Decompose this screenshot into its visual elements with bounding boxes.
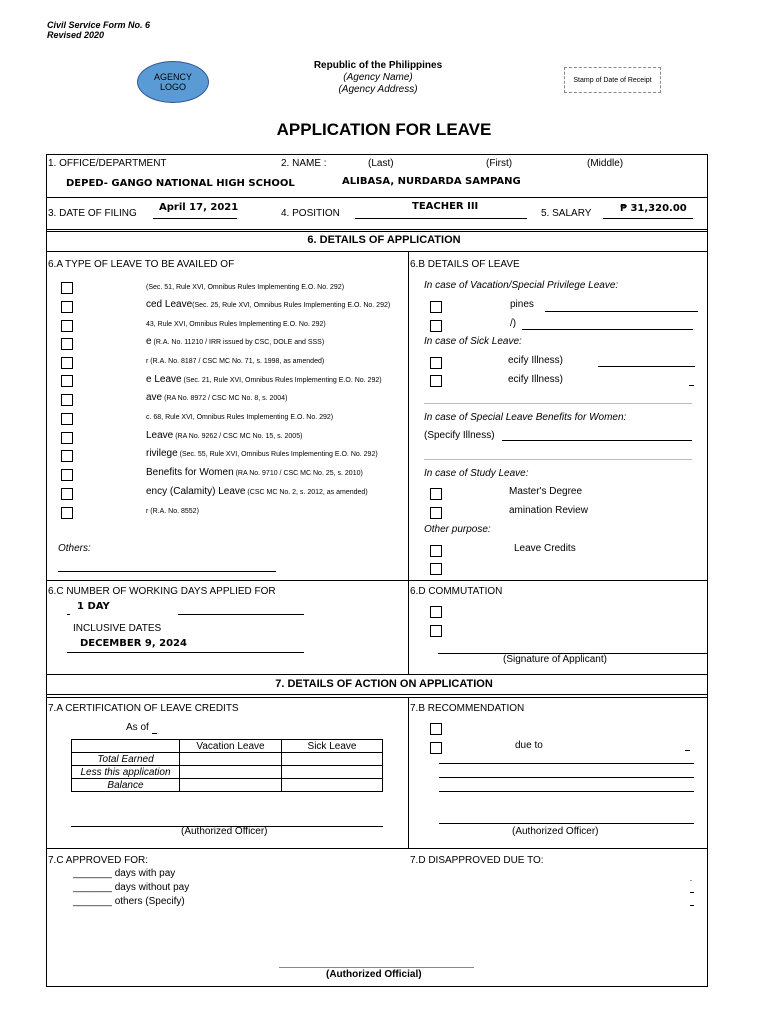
first-name-label: (First) bbox=[486, 158, 513, 169]
leave-type-ref: r (R.A. No. 8552) bbox=[146, 508, 199, 515]
office-label: 1. OFFICE/DEPARTMENT bbox=[48, 158, 167, 169]
agency-name: (Agency Name) bbox=[343, 72, 413, 83]
leave-type-checkbox-13[interactable] bbox=[61, 507, 73, 519]
commutation-header: 6.D COMMUTATION bbox=[410, 586, 503, 597]
vacation-heading: In case of Vacation/Special Privilege Leave: bbox=[424, 280, 619, 291]
leave-type-label: ave bbox=[146, 392, 163, 403]
disapproved-mark-2 bbox=[690, 892, 694, 893]
border-bottom bbox=[46, 986, 708, 987]
sick-item-2: ecify Illness) bbox=[508, 374, 564, 385]
leave-type-item-3 bbox=[146, 318, 326, 329]
divider-6c bbox=[46, 580, 708, 581]
disapproved-mark-3 bbox=[690, 905, 694, 906]
leave-type-ref: c. 68, Rule XVI, Omnibus Rules Implementing E.O. No. 292) bbox=[146, 414, 334, 421]
table-header-row bbox=[72, 740, 383, 753]
women-checkbox[interactable] bbox=[430, 431, 442, 443]
agency-logo-line1: AGENCY bbox=[153, 72, 192, 82]
inclusive-line bbox=[67, 652, 304, 653]
other-purpose-item-1: Leave Credits bbox=[514, 543, 576, 554]
position-label: 4. POSITION bbox=[281, 208, 340, 219]
recommendation-due-to: due to bbox=[515, 740, 543, 751]
leave-type-ref: (CSC MC No. 2, s. 2012, as amended) bbox=[245, 489, 368, 496]
leave-type-item-7 bbox=[146, 392, 287, 403]
leave-type-ref: (Sec. 25, Rule XVI, Omnibus Rules Implementing E.O. No. 292) bbox=[192, 302, 391, 309]
leave-type-item-5 bbox=[146, 355, 324, 366]
study-checkbox-2[interactable] bbox=[430, 507, 442, 519]
leave-type-checkbox-6[interactable] bbox=[61, 375, 73, 387]
leave-type-ref: (Sec. 21, Rule XVI, Omnibus Rules Implementing E.O. No. 292) bbox=[181, 377, 382, 384]
table-row bbox=[72, 753, 383, 766]
women-item: (Specify Illness) bbox=[424, 430, 495, 441]
leave-type-label: ency (Calamity) Leave bbox=[146, 486, 246, 497]
leave-type-label: e Leave bbox=[146, 374, 182, 385]
sick-line-2 bbox=[689, 385, 694, 386]
table-row-label: Balance bbox=[72, 779, 180, 792]
border-left bbox=[46, 154, 47, 987]
leave-type-checkbox-4[interactable] bbox=[61, 338, 73, 350]
form-number bbox=[47, 20, 150, 40]
table-cell[interactable] bbox=[282, 766, 383, 779]
leave-type-ref: (RA No. 8972 / CSC MC No. 8, s. 2004) bbox=[162, 395, 288, 402]
women-line-1 bbox=[502, 440, 692, 441]
table-row-label: Total Earned bbox=[72, 753, 180, 766]
divider-7-bottom bbox=[46, 694, 708, 695]
agency-address: (Agency Address) bbox=[338, 84, 418, 95]
official-line bbox=[279, 967, 474, 968]
section6-header: 6. DETAILS OF APPLICATION bbox=[307, 234, 461, 246]
leave-type-checkbox-9[interactable] bbox=[61, 432, 73, 444]
rec-line-2 bbox=[439, 777, 694, 778]
divider-6-bottom bbox=[46, 251, 708, 252]
commutation-checkbox-1[interactable] bbox=[430, 606, 442, 618]
date-filing-line bbox=[153, 218, 237, 219]
form-number-line1: Civil Service Form No. 6 bbox=[47, 20, 151, 30]
vacation-line-2 bbox=[522, 329, 693, 330]
section7-header: 7. DETAILS OF ACTION ON APPLICATION bbox=[275, 678, 493, 690]
sick-heading: In case of Sick Leave: bbox=[424, 336, 522, 347]
divider-row1 bbox=[46, 197, 708, 198]
as-of-label: As of bbox=[126, 722, 149, 733]
leave-type-item-13 bbox=[146, 505, 199, 516]
leave-type-ref: (Sec. 55, Rule XVI, Omnibus Rules Implementing E.O. No. 292) bbox=[177, 451, 378, 458]
sick-checkbox-1[interactable] bbox=[430, 357, 442, 369]
leave-type-checkbox-1[interactable] bbox=[61, 282, 73, 294]
recommendation-checkbox-1[interactable] bbox=[430, 723, 442, 735]
table-header-cell: Sick Leave bbox=[282, 740, 383, 753]
leave-type-label: ced Leave bbox=[146, 299, 193, 310]
vacation-checkbox-1[interactable] bbox=[430, 301, 442, 313]
leave-type-checkbox-12[interactable] bbox=[61, 488, 73, 500]
other-purpose-checkbox-1[interactable] bbox=[430, 545, 442, 557]
position-line bbox=[355, 218, 527, 219]
leave-type-checkbox-5[interactable] bbox=[61, 357, 73, 369]
as-of-line bbox=[152, 733, 157, 734]
leave-type-item-12 bbox=[146, 486, 368, 497]
border-top bbox=[46, 154, 708, 155]
border-right bbox=[707, 154, 708, 987]
republic-label: Republic of the Philippines bbox=[313, 60, 443, 71]
commutation-checkbox-2[interactable] bbox=[430, 625, 442, 637]
date-filing-value[interactable]: April 17, 2021 bbox=[159, 202, 239, 213]
table-cell[interactable] bbox=[180, 766, 282, 779]
disapproved-header: 7.D DISAPPROVED DUE TO: bbox=[410, 855, 544, 866]
table-header-cell: Vacation Leave bbox=[180, 740, 282, 753]
salary-line bbox=[603, 218, 693, 219]
leave-type-item-2 bbox=[146, 299, 390, 310]
table-cell[interactable] bbox=[282, 779, 383, 792]
leave-type-item-10 bbox=[146, 448, 378, 459]
approved-header: 7.C APPROVED FOR: bbox=[48, 855, 149, 866]
officer-line-right bbox=[439, 823, 694, 824]
leave-type-checkbox-8[interactable] bbox=[61, 413, 73, 425]
leave-type-item-6 bbox=[146, 374, 382, 385]
study-item-1: Master's Degree bbox=[509, 486, 583, 497]
leave-type-checkbox-11[interactable] bbox=[61, 469, 73, 481]
leave-type-ref: (R.A. No. 11210 / IRR issued by CSC, DOLE and SSS) bbox=[151, 339, 325, 346]
study-item-2: amination Review bbox=[509, 505, 588, 516]
stamp-box bbox=[564, 67, 661, 93]
other-purpose-heading: Other purpose: bbox=[424, 524, 491, 535]
others-line[interactable] bbox=[58, 571, 276, 572]
position-value[interactable]: TEACHER III bbox=[412, 201, 479, 212]
authorized-officer-left: (Authorized Officer) bbox=[181, 826, 268, 837]
leave-credits-table bbox=[71, 739, 383, 792]
leave-type-checkbox-3[interactable] bbox=[61, 320, 73, 332]
leave-type-checkbox-10[interactable] bbox=[61, 450, 73, 462]
cert-header: 7.A CERTIFICATION OF LEAVE CREDITS bbox=[48, 703, 239, 714]
sick-line-1 bbox=[598, 366, 695, 367]
divider-7-mid bbox=[408, 698, 409, 848]
vacation-line-1 bbox=[545, 311, 698, 312]
table-cell[interactable] bbox=[180, 753, 282, 766]
inclusive-label: INCLUSIVE DATES bbox=[73, 623, 162, 634]
women-line-2 bbox=[424, 459, 692, 460]
agency-logo-line2: LOGO bbox=[159, 82, 186, 92]
salary-label: 5. SALARY bbox=[541, 208, 592, 219]
recommendation-header: 7.B RECOMMENDATION bbox=[410, 703, 525, 714]
study-checkbox-1[interactable] bbox=[430, 488, 442, 500]
leave-type-checkbox-2[interactable] bbox=[61, 301, 73, 313]
table-cell[interactable] bbox=[282, 753, 383, 766]
leave-type-label: Benefits for Women bbox=[146, 467, 234, 478]
table-row bbox=[72, 779, 383, 792]
leave-type-item-1 bbox=[146, 281, 344, 292]
leave-type-item-11 bbox=[146, 467, 363, 478]
women-heading: In case of Special Leave Benefits for Women: bbox=[424, 412, 627, 423]
other-purpose-checkbox-2[interactable] bbox=[430, 563, 442, 575]
table-header-cell bbox=[72, 740, 180, 753]
sick-line-3 bbox=[424, 403, 692, 404]
days-line bbox=[178, 614, 304, 615]
leave-type-ref: (RA No. 9710 / CSC MC No. 25, s. 2010) bbox=[233, 470, 363, 477]
approved-item-2: _______ days without pay bbox=[73, 882, 190, 893]
study-heading: In case of Study Leave: bbox=[424, 468, 529, 479]
authorized-official: (Authorized Official) bbox=[326, 969, 422, 980]
vacation-item-1: pines bbox=[510, 299, 534, 310]
middle-name-label: (Middle) bbox=[587, 158, 624, 169]
days-tick bbox=[67, 614, 70, 615]
agency-logo bbox=[137, 61, 209, 103]
divider-7-bottom2 bbox=[46, 697, 708, 698]
last-name-label: (Last) bbox=[368, 158, 394, 169]
date-filing-label: 3. DATE OF FILING bbox=[48, 208, 137, 219]
salary-value[interactable]: ₱ 31,320.00 bbox=[620, 203, 687, 214]
divider-6-mid bbox=[408, 252, 409, 674]
leave-type-ref: r (R.A. No. 8187 / CSC MC No. 71, s. 1998, as amended) bbox=[146, 358, 325, 365]
leave-type-label: e bbox=[146, 336, 152, 347]
others-label: Others: bbox=[58, 543, 91, 554]
form-title: APPLICATION FOR LEAVE bbox=[276, 120, 492, 139]
table-row bbox=[72, 766, 383, 779]
days-header: 6.C NUMBER OF WORKING DAYS APPLIED FOR bbox=[48, 586, 276, 597]
authorized-officer-right: (Authorized Officer) bbox=[512, 826, 599, 837]
name-label: 2. NAME : bbox=[281, 158, 327, 169]
approved-item-3: _______ others (Specify) bbox=[73, 896, 185, 907]
divider-7-top bbox=[46, 674, 708, 675]
form-number-line2: Revised 2020 bbox=[47, 30, 105, 40]
approved-item-1: _______ days with pay bbox=[73, 868, 176, 879]
divider-6-top bbox=[46, 229, 708, 230]
name-value[interactable]: ALIBASA, NURDARDA SAMPANG bbox=[342, 176, 521, 187]
leave-type-ref: (Sec. 51, Rule XVI, Omnibus Rules Implementing E.O. No. 292) bbox=[146, 284, 345, 291]
table-row-label: Less this application bbox=[72, 766, 180, 779]
divider-6-top2 bbox=[46, 231, 708, 232]
recommendation-checkbox-2[interactable] bbox=[430, 742, 442, 754]
signature-label: (Signature of Applicant) bbox=[503, 654, 607, 665]
stamp-label: Stamp of Date of Receipt bbox=[573, 76, 652, 84]
office-value[interactable]: DEPED- GANGO NATIONAL HIGH SCHOOL bbox=[66, 178, 295, 189]
leave-type-ref: (RA No. 9262 / CSC MC No. 15, s. 2005) bbox=[173, 433, 303, 440]
table-cell[interactable] bbox=[180, 779, 282, 792]
leave-type-ref: 43, Rule XVI, Omnibus Rules Implementing E.O. No. 292) bbox=[146, 321, 326, 328]
inclusive-value[interactable]: DECEMBER 9, 2024 bbox=[80, 638, 187, 649]
leave-type-header: 6.A TYPE OF LEAVE TO BE AVAILED OF bbox=[48, 259, 235, 270]
disapproved-mark-1 bbox=[690, 880, 692, 881]
sick-checkbox-2[interactable] bbox=[430, 375, 442, 387]
leave-type-item-8 bbox=[146, 411, 333, 422]
divider-7c bbox=[46, 848, 708, 849]
details-header: 6.B DETAILS OF LEAVE bbox=[410, 259, 520, 270]
vacation-item-2: /) bbox=[510, 318, 517, 329]
leave-type-label: rivilege bbox=[146, 448, 178, 459]
rec-line-0 bbox=[685, 750, 690, 751]
sick-item-1: ecify Illness) bbox=[508, 355, 564, 366]
leave-type-checkbox-7[interactable] bbox=[61, 394, 73, 406]
leave-type-item-9 bbox=[146, 430, 302, 441]
rec-line-1 bbox=[439, 763, 694, 764]
vacation-checkbox-2[interactable] bbox=[430, 320, 442, 332]
rec-line-3 bbox=[439, 791, 694, 792]
leave-type-item-4 bbox=[146, 336, 324, 347]
agency-header bbox=[278, 60, 478, 96]
days-value[interactable]: 1 DAY bbox=[77, 601, 110, 612]
leave-type-label: Leave bbox=[146, 430, 174, 441]
